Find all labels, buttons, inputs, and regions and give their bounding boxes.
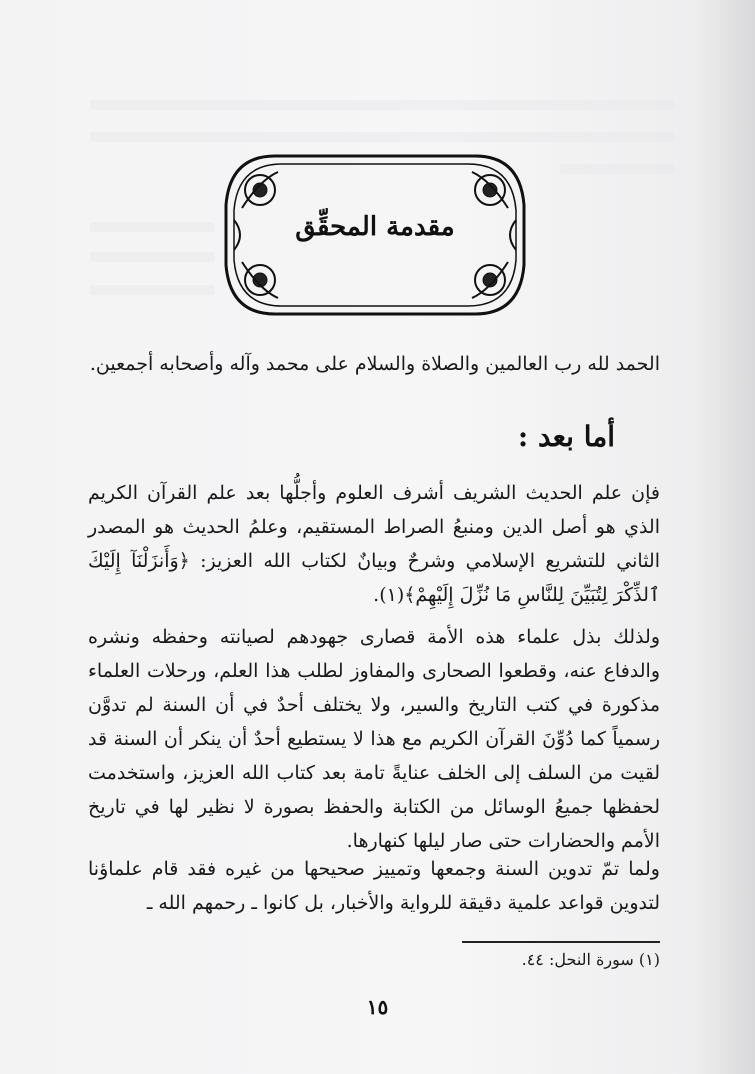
page-title: مقدمة المحقِّق	[295, 212, 455, 242]
body-paragraph-3: ولما تمّ تدوين السنة وجمعها وتمييز صحيحها من غيره فقد قام علماؤنا لتدوين قواعد علمية دقيقة للرواية والأخبار، بل كانوا ـ رحمهم الله ـ	[88, 858, 660, 914]
body-paragraph-1: فإن علم الحديث الشريف أشرف العلوم وأجلُّها بعد علم القرآن الكريم الذي هو أصل الدين ومنبعُ الصراط المستقيم، وعلمُ الحديث هو المصدر الثاني للتشريع الإسلامي وشرحٌ وبيانٌ لكتاب الله العزيز: ﴿وَأَنزَلْنَآ إِلَيْكَ ٱلذِّكْرَ لِتُبَيِّنَ لِلنَّاسِ مَا نُزِّلَ إِلَيْهِمْ﴾(١).	[88, 482, 660, 606]
bleed-through-line	[90, 285, 215, 295]
body-paragraph-2: ولذلك بذل علماء هذه الأمة قصارى جهودهم لصيانته وحفظه ونشره والدفاع عنه، وقطعوا الصحارى والمفاوز لطلب هذا العلم، ورحلات العلماء مذكورة في كتب التاريخ والسير، ولا يختلف أحدٌ في أن السنة لم تدوَّن رسمياً كما دُوِّنَ القرآن الكريم مع هذا لا يستطيع أحدٌ أن ينكر أن السنة قد لقيت من السلف إلى الخلف عنايةً تامة بعد كتاب الله العزيز، واستخدمت لحفظها جميعُ الوسائل من الكتابة والحفظ بصورة لا نظير لها في تاريخ الأمم والحضارات حتى صار ليلها كنهارها.	[88, 626, 660, 852]
section-heading: أما بعد :	[517, 420, 615, 453]
bleed-through-line	[90, 222, 215, 232]
bleed-through-line	[90, 252, 215, 262]
bleed-through-line	[90, 132, 675, 142]
footnote: (١) سورة النحل: ٤٤.	[521, 950, 660, 969]
opening-paragraph: الحمد لله رب العالمين والصلاة والسلام على محمد وآله وأصحابه أجمعين.	[89, 353, 660, 375]
bleed-through-line	[90, 100, 675, 110]
bleed-through-line	[560, 164, 675, 174]
footnote-divider	[462, 941, 660, 943]
title-ornament-frame	[220, 150, 530, 320]
page-number: ١٥	[366, 995, 389, 1019]
